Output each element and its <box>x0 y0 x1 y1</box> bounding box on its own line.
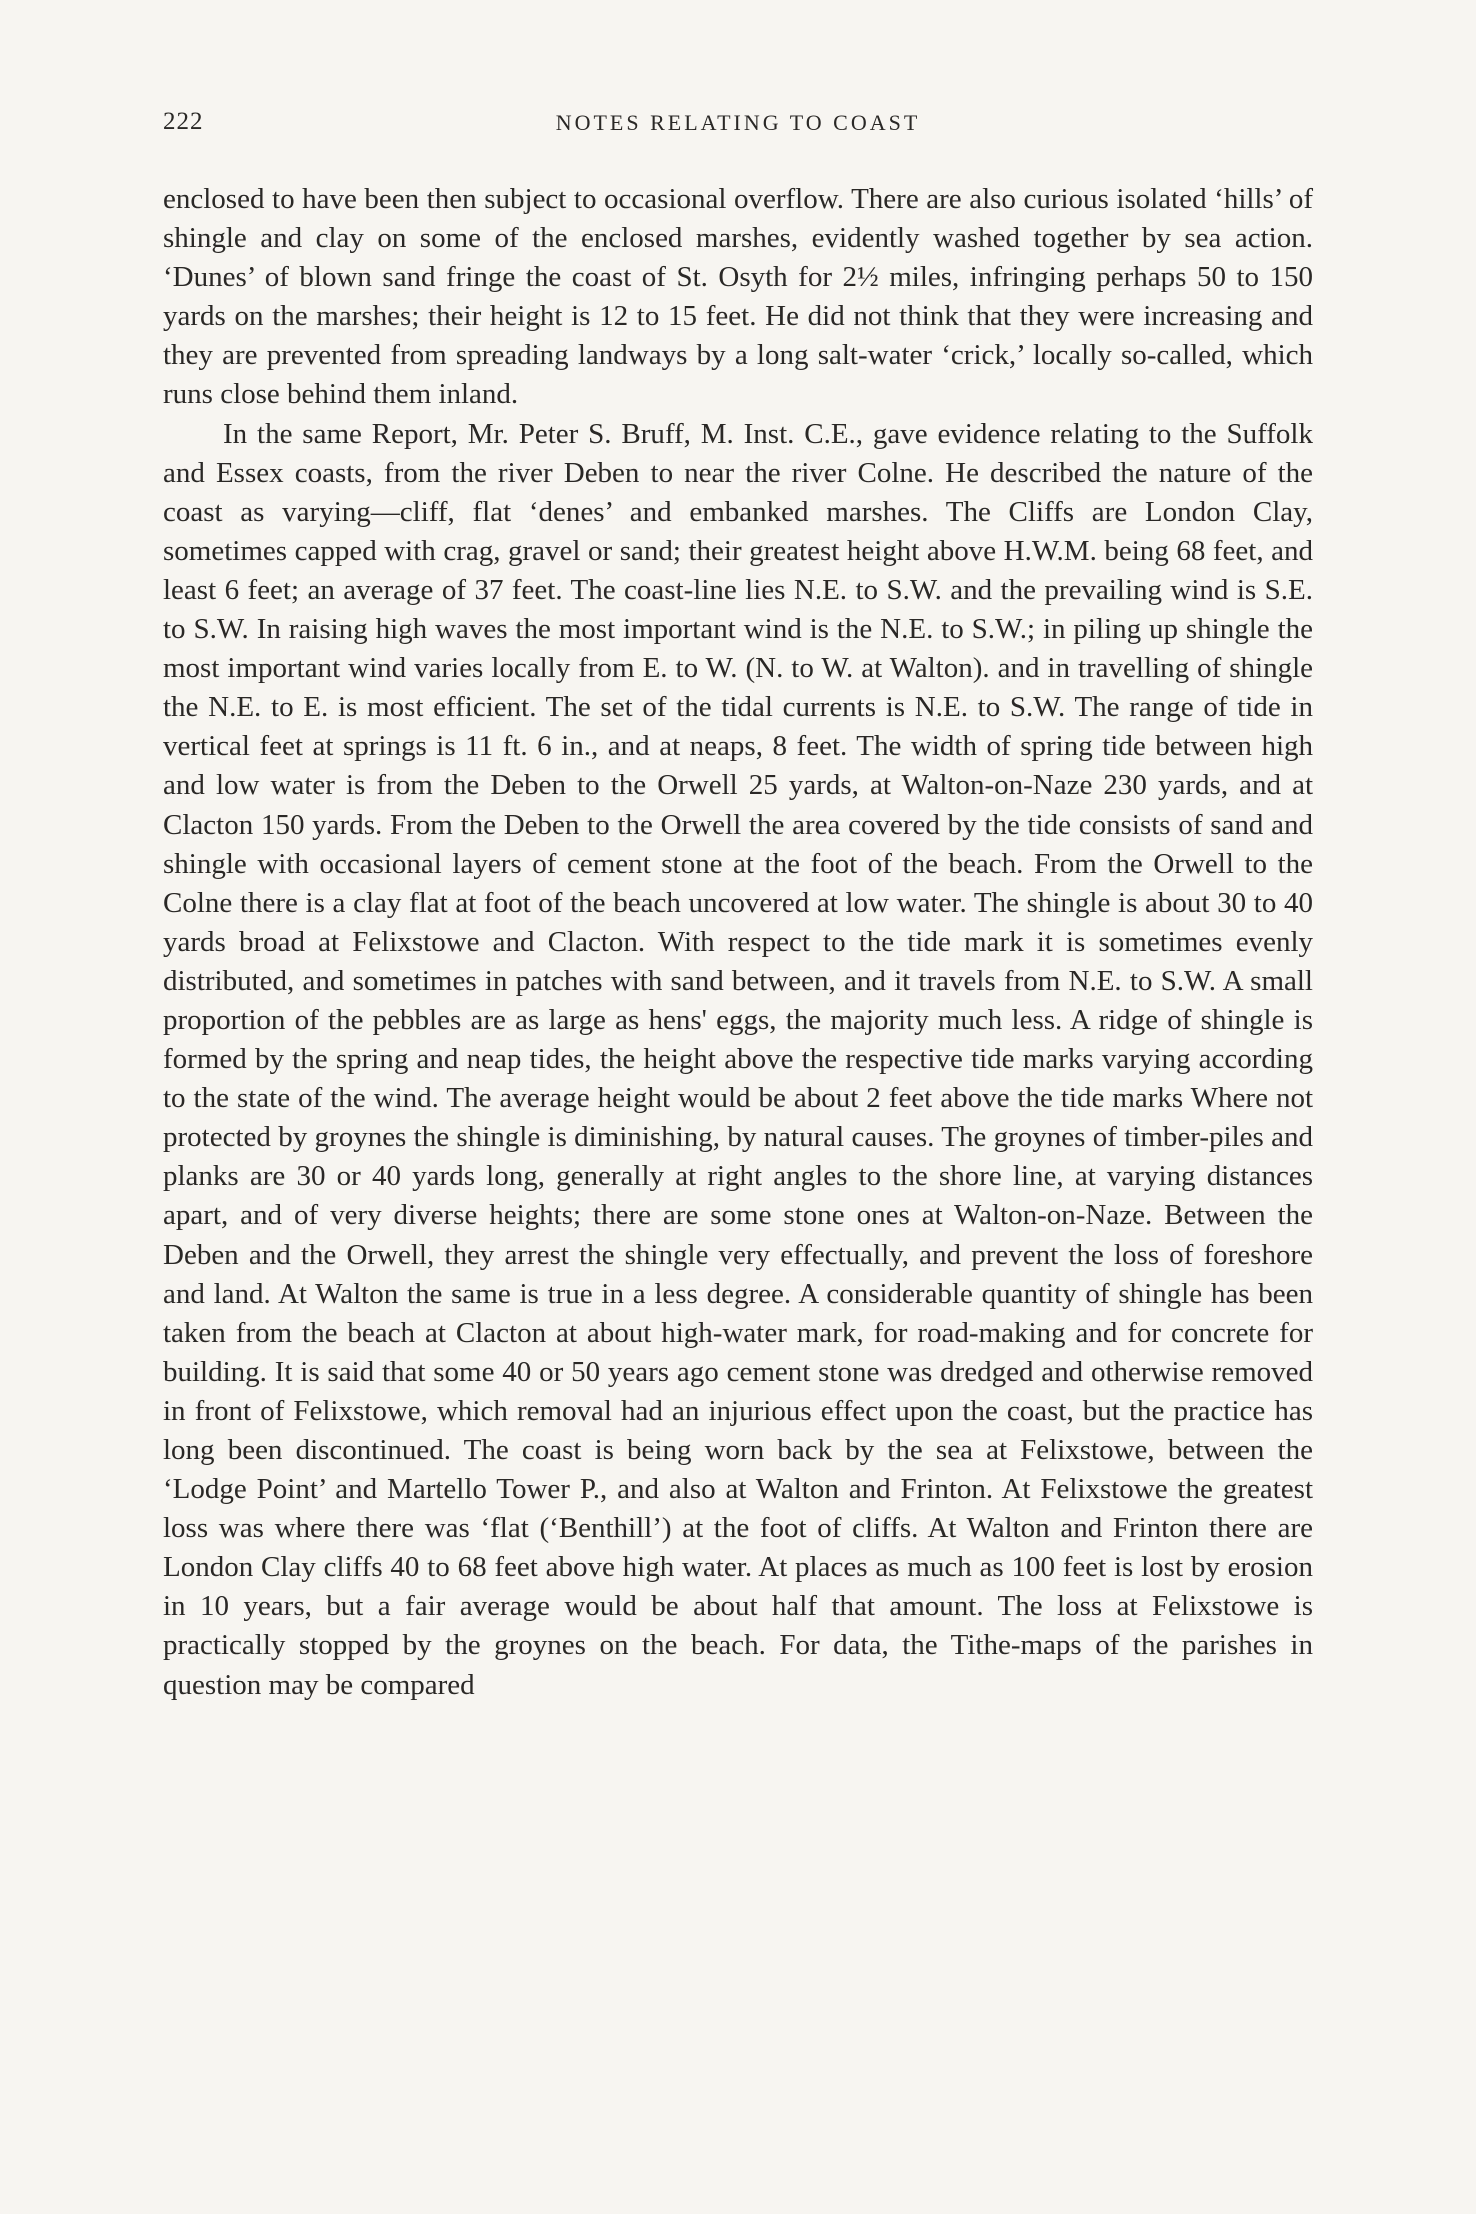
paragraph: enclosed to have been then subject to occasional overflow. There are also curious isolated ‘hills’ of shingle and clay on some of the enclosed marshes, evidently washed together by sea action. ‘Dunes’ of blown sand fringe the coast of St. Osyth for 2½ miles, infringing perhaps 50 to 150 yards on the marshes; their height is 12 to 15 feet. He did not think that they were increasing and they are prevented from spreading landways by a long salt-water ‘crick,’ locally so-called, which runs close behind them inland. <box>163 183 1313 411</box>
body-text <box>163 180 1313 1705</box>
page-header <box>163 108 1313 142</box>
paragraph: In the same Report, Mr. Peter S. Bruff, M. Inst. C.E., gave evidence relating to the Suffolk and Essex coasts, from the river Deben to near the river Colne. He described the nature of the coast as varying—cliff, flat ‘denes’ and embanked marshes. The Cliffs are London Clay, sometimes capped with crag, gravel or sand; their greatest height above H.W.M. being 68 feet, and least 6 feet; an average of 37 feet. The coast-line lies N.E. to S.W. and the prevailing wind is S.E. to S.W. In raising high waves the most important wind is the N.E. to S.W.; in piling up shingle the most important wind varies locally from E. to W. (N. to W. at Walton). and in travelling of shingle the N.E. to E. is most efficient. The set of the tidal currents is N.E. to S.W. The range of tide in vertical feet at springs is 11 ft. 6 in., and at neaps, 8 feet. The width of spring tide between high and low water is from the Deben to the Orwell 25 yards, at Walton-on-Naze 230 yards, and at Clacton 150 yards. From the Deben to the Orwell the area covered by the tide consists of sand and shingle with occasional layers of cement stone at the foot of the beach. From the Orwell to the Colne there is a clay flat at foot of the beach uncovered at low water. The shingle is about 30 to 40 yards broad at Felixstowe and Clacton. With respect to the tide mark it is sometimes evenly distributed, and sometimes in patches with sand between, and it travels from N.E. to S.W. A small proportion of the pebbles are as large as hens' eggs, the majority much less. A ridge of shingle is formed by the spring and neap tides, the height above the respective tide marks varying according to the state of the wind. The average height would be about 2 feet above the tide marks Where not protected by groynes the shingle is diminishing, by natural causes. The groynes of timber-piles and planks are 30 or 40 yards long, generally at right angles to the shore line, at varying distances apart, and of very diverse heights; there are some stone ones at Walton-on-Naze. Between the Deben and the Orwell, they arrest the shingle very effectually, and prevent the loss of foreshore and land. At Walton the same is true in a less degree. A considerable quantity of shingle has been taken from the beach at Clacton at about high-water mark, for road-making and for concrete for building. It is said that some 40 or 50 years ago cement stone was dredged and otherwise removed in front of Felixstowe, which removal had an injurious effect upon the coast, but the practice has long been discontinued. The coast is being worn back by the sea at Felixstowe, between the ‘Lodge Point’ and Martello Tower P., and also at Walton and Frinton. At Felixstowe the greatest loss was where there was ‘flat (‘Benthill’) at the foot of cliffs. At Walton and Frinton there are London Clay cliffs 40 to 68 feet above high water. At places as much as 100 feet is lost by erosion in 10 years, but a fair average would be about half that amount. The loss at Felixstowe is practically stopped by the groynes on the beach. For data, the Tithe-maps of the parishes in question may be compared <box>163 417 1313 1701</box>
page-number: 222 <box>163 108 204 135</box>
running-title: NOTES RELATING TO COAST <box>555 110 921 135</box>
